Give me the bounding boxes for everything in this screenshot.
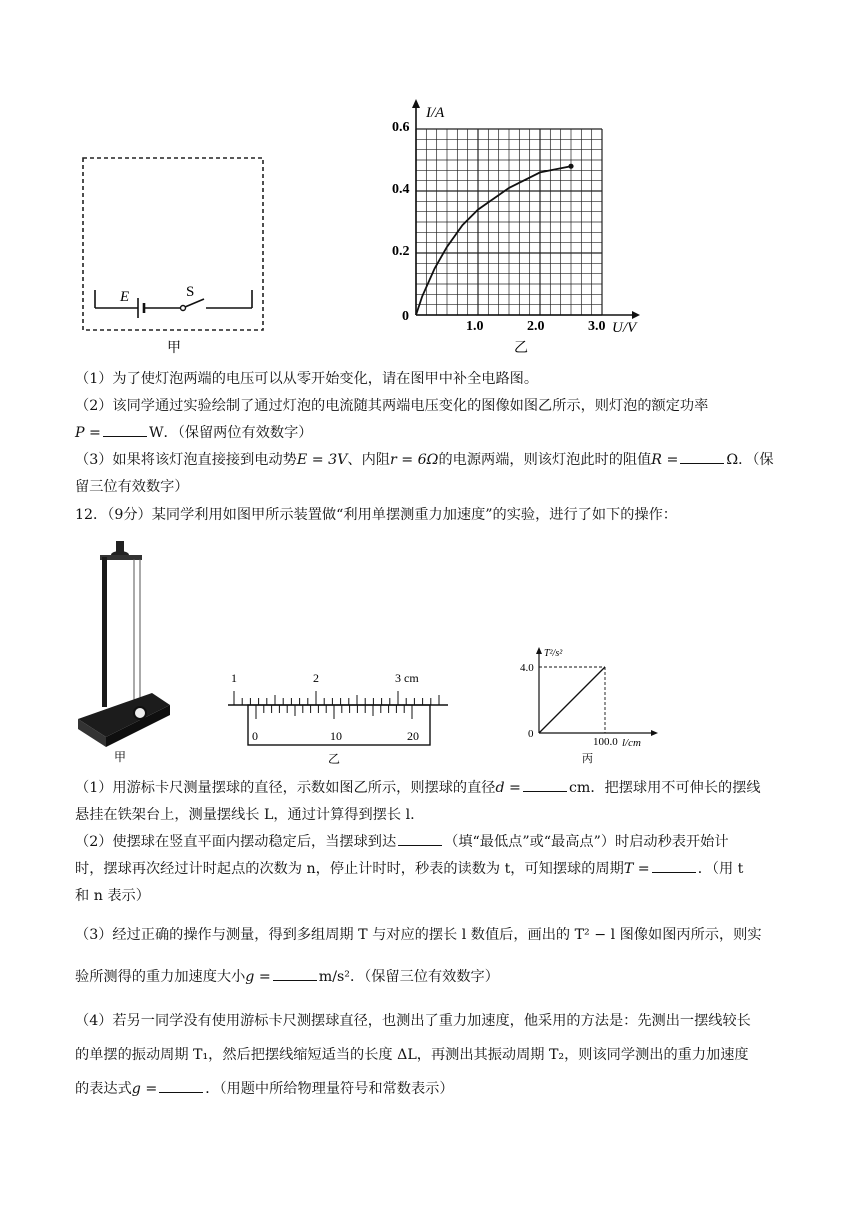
x-tick-label: 2.0 [527, 319, 545, 334]
x-tick-label: 3.0 [588, 319, 606, 334]
switch-lever [185, 299, 204, 307]
q11-part2: （2）该同学通过实验绘制了通过灯泡的电流随其两端电压变化的图像如图乙所示，则灯泡的额定功率 P = W．（保留两位有效数字） [75, 398, 709, 441]
t2-l-graph [518, 645, 668, 767]
answer-blank[interactable] [159, 1077, 203, 1093]
figure-label-jia: 甲 [167, 341, 181, 355]
y-max-label: 4.0 [520, 662, 534, 674]
iu-graph [378, 95, 660, 360]
circuit-figure [80, 155, 270, 355]
origin-label: 0 [528, 728, 534, 740]
q12-part1: （1）用游标卡尺测量摆球的直径，示数如图乙所示，则摆球的直径d = cm．把摆球用不可伸长的摆线 悬挂在铁架台上，测量摆线长 L，通过计算得到摆长 l. [75, 775, 795, 829]
pendulum-apparatus-illustration [72, 533, 177, 765]
x-max-label: 100.0 [593, 736, 618, 748]
q12-part3-cont: 验所测得的重力加速度大小g = m/s²．（保留三位有效数字） [75, 964, 795, 991]
t2-l-line [539, 667, 605, 733]
y-tick-label: 0.2 [392, 244, 410, 259]
y-tick-label: 0.4 [392, 182, 410, 197]
vernier-caliper [222, 665, 454, 767]
x-axis-arrow [632, 311, 640, 319]
y-axis-label: I/A [426, 105, 445, 121]
q11-part1: （1）为了使灯泡两端的电压可以从零开始变化，请在图甲中补全电路图。 [75, 371, 539, 387]
x-tick-label: 1.0 [466, 319, 484, 334]
switch-label: S [186, 284, 195, 300]
x-axis-label: U/V [612, 320, 637, 336]
main-scale-label: 3 cm [395, 671, 419, 685]
battery-label: E [120, 289, 130, 305]
answer-blank[interactable] [103, 421, 147, 437]
pendulum-apparatus-figure [72, 533, 177, 765]
q12-part3: （3）经过正确的操作与测量，得到多组周期 T 与对应的摆长 l 数值后，画出的 T² − l 图像如图丙所示，则实 [75, 927, 762, 943]
vernier-caliper-figure [222, 665, 454, 767]
answer-blank[interactable] [523, 776, 567, 792]
figure-label-bing: 丙 [582, 753, 593, 765]
answer-blank[interactable] [398, 830, 442, 846]
y-axis-label: T²/s² [544, 648, 563, 659]
y-axis-arrow [536, 647, 542, 654]
iu-graph-figure [378, 95, 660, 360]
y-tick-label: 0.6 [392, 120, 410, 135]
origin-label: 0 [402, 309, 409, 324]
figure-label-yi: 乙 [514, 341, 528, 356]
x-axis-label: l/cm [622, 737, 641, 749]
t2-l-graph-figure [518, 645, 668, 767]
curve-endpoint [568, 164, 573, 169]
vernier-scale-label: 20 [407, 729, 419, 743]
answer-blank[interactable] [652, 857, 696, 873]
vernier-scale-label: 10 [330, 729, 342, 743]
q12-part2: （2）使摆球在竖直平面内摆动稳定后，当摆球到达 （填“最低点”或“最高点”）时启动秒表开始计 时，摆球再次经过计时起点的次数为 n，停止计时时，秒表的读数为 t，可知摆球的周期T = ．（用 t 和 n 表示） [75, 829, 795, 910]
figure-label-jia: 甲 [114, 750, 127, 764]
iu-curve [416, 166, 571, 315]
circuit-diagram [80, 155, 270, 355]
main-scale-label: 1 [231, 671, 237, 685]
q12-title: 12．（9分）某同学利用如图甲所示装置做“利用单摆测重力加速度”的实验，进行了如下的操作： [75, 507, 677, 523]
y-axis-arrow [412, 99, 420, 108]
answer-blank[interactable] [680, 448, 724, 464]
answer-blank[interactable] [273, 965, 317, 981]
main-scale-label: 2 [313, 671, 319, 685]
x-axis-arrow [651, 730, 658, 736]
figure-label-yi: 乙 [328, 752, 341, 766]
vernier-scale-label: 0 [252, 729, 258, 743]
q12-part4: （4）若另一同学没有使用游标卡尺测摆球直径，也测出了重力加速度，他采用的方法是：先测出一摆线较长 的单摆的振动周期 T₁，然后把摆线缩短适当的长度 ΔL，再测出其振动周期 T₂，则该同学测出的重力加速度 的表达式g = ．（用题中所给物理量符号和常数表示） [75, 1013, 751, 1097]
q11-part3: （3）如果将该灯泡直接接到电动势E = 3V、内阻r = 6Ω的电源两端，则该灯泡此时的阻值R = Ω．（保 留三位有效数字） [75, 447, 795, 501]
